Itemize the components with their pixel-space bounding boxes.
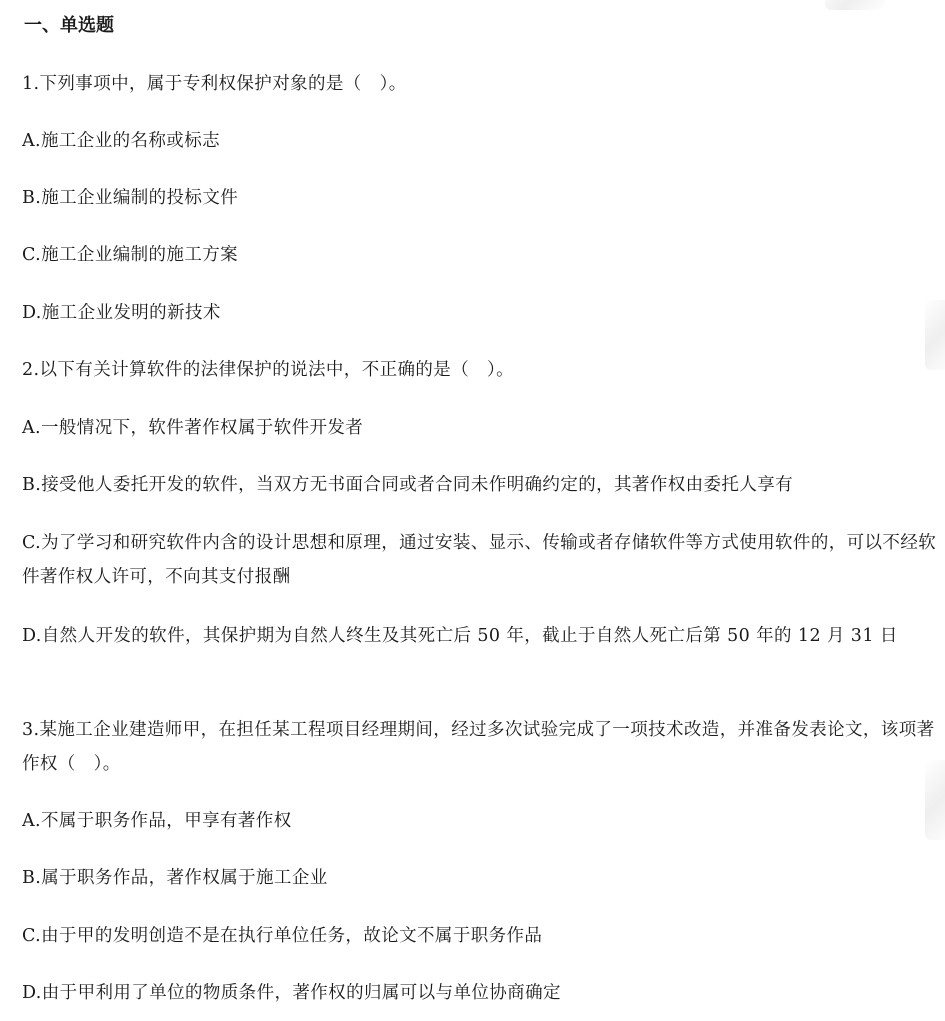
option-d: D.施工企业发明的新技术 — [22, 303, 221, 323]
option-a: A.一般情况下，软件著作权属于软件开发者 — [22, 418, 364, 438]
option-d: D.自然人开发的软件，其保护期为自然人终生及其死亡后 50 年，截止于自然人死亡后第 50 年的 12 月 31 日 — [22, 626, 898, 646]
section-title: 一、单选题 — [24, 15, 114, 36]
option-b: B.属于职务作品，著作权属于施工企业 — [22, 868, 328, 888]
question-stem: 3.某施工企业建造师甲，在担任某工程项目经理期间，经过多次试验完成了一项技术改造，并准备发表论文，该项著作权（ ）。 — [22, 720, 935, 774]
option-c: C.为了学习和研究软件内含的设计思想和原理，通过安装、显示、传输或者存储软件等方式使用软件的，可以不经软件著作权人许可，不向其支付报酬 — [22, 533, 937, 587]
watermark-mark — [825, 0, 885, 10]
question-stem: 1.下列事项中，属于专利权保护对象的是（ ）。 — [22, 74, 407, 94]
option-a: A.不属于职务作品，甲享有著作权 — [22, 811, 292, 831]
option-b: B.接受他人委托开发的软件，当双方无书面合同或者合同未作明确约定的，其著作权由委托人享有 — [22, 475, 794, 495]
option-a: A.施工企业的名称或标志 — [22, 131, 220, 151]
option-b: B.施工企业编制的投标文件 — [22, 188, 239, 208]
option-c: C.由于甲的发明创造不是在执行单位任务，故论文不属于职务作品 — [22, 926, 543, 946]
option-d: D.由于甲利用了单位的物质条件，著作权的归属可以与单位协商确定 — [22, 983, 561, 1003]
question-stem: 2.以下有关计算软件的法律保护的说法中，不正确的是（ ）。 — [22, 360, 515, 380]
option-c: C.施工企业编制的施工方案 — [22, 245, 239, 265]
